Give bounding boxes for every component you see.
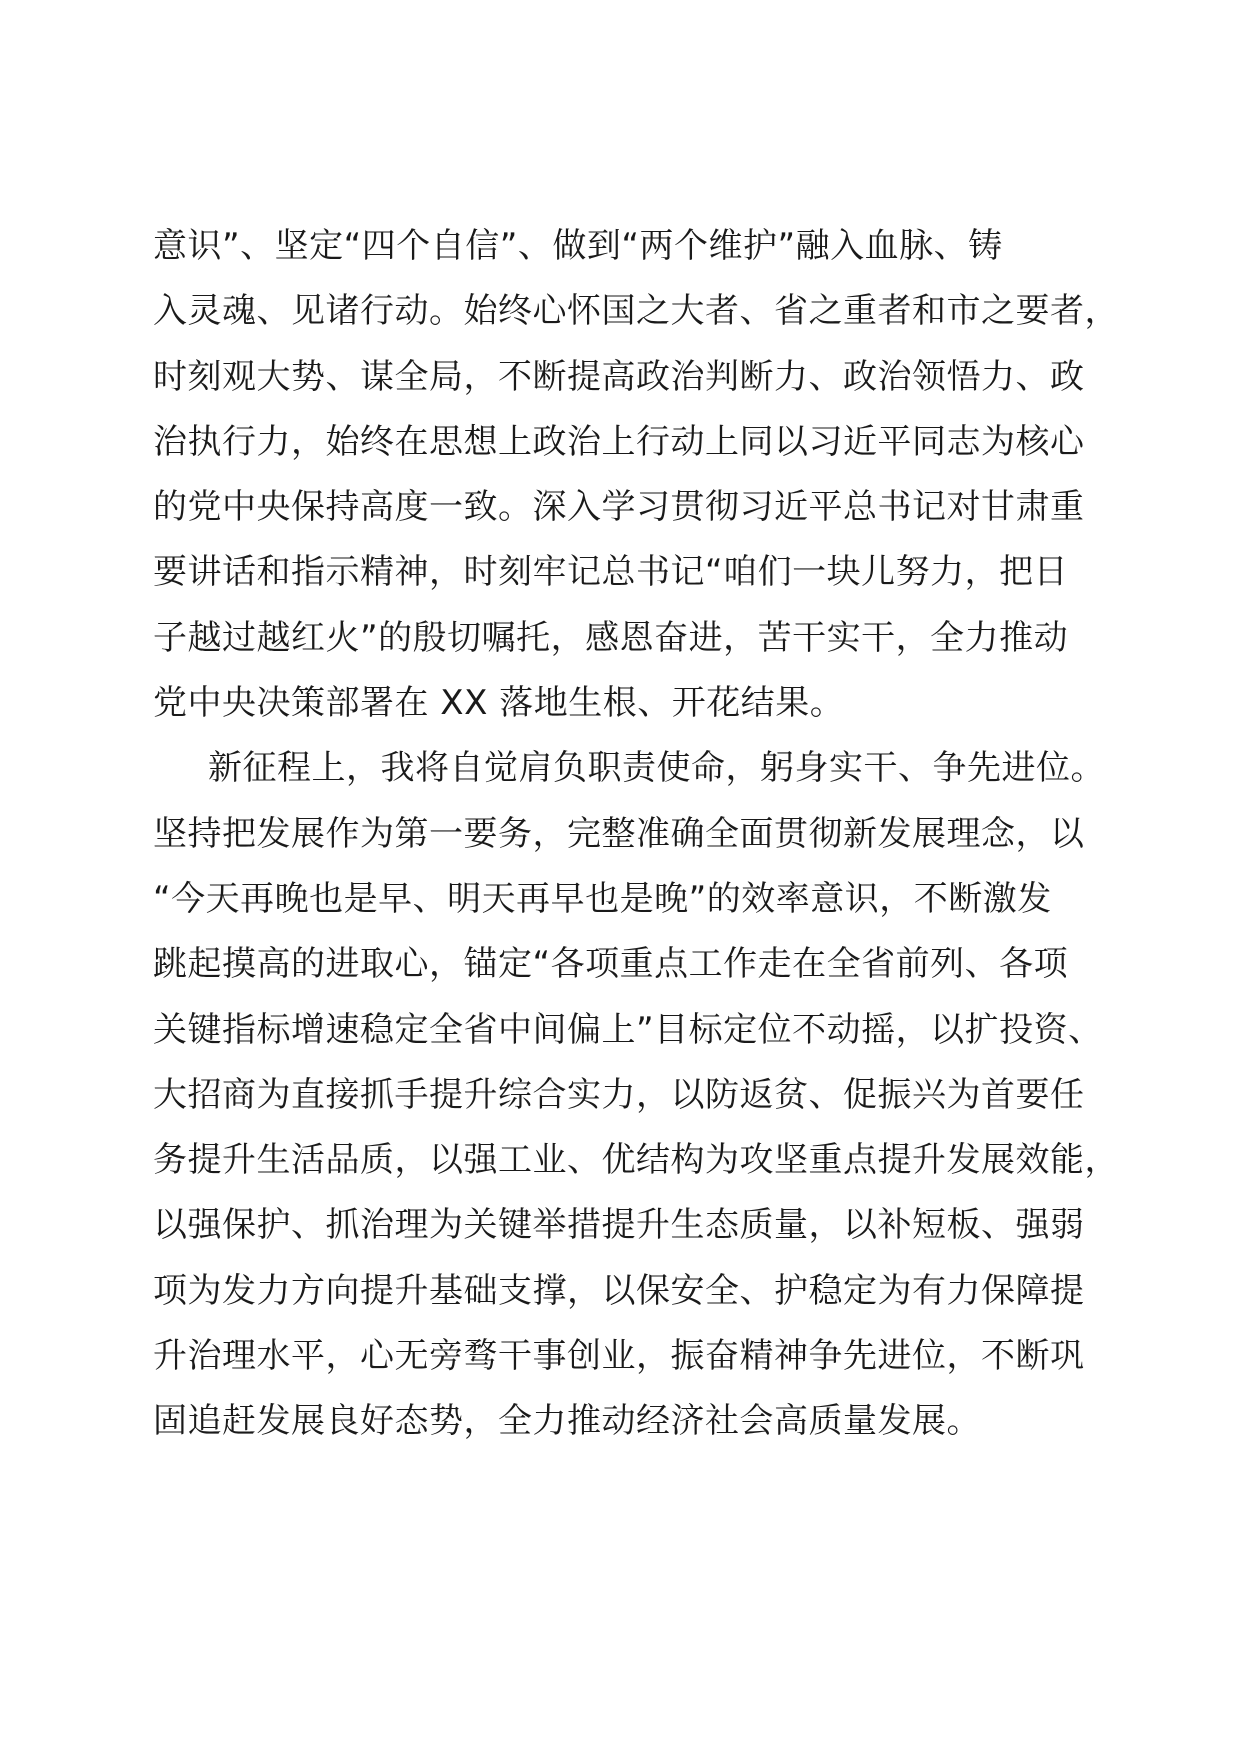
text-line: 意识”、坚定“四个自信”、做到“两个维护”融入血脉、铸: [153, 226, 1003, 266]
paragraph-2: [153, 736, 1119, 1454]
text-line: 升治理水平，心无旁骛干事创业，振奋精神争先进位，不断巩: [153, 1336, 1085, 1377]
text-line: 以强保护、抓治理为关键举措提升生态质量，以补短板、强弱: [153, 1205, 1085, 1246]
paragraph-1: [153, 214, 1119, 736]
text-line: 要讲话和指示精神，时刻牢记总书记“咱们一块儿努力，把日: [153, 552, 1069, 593]
text-line: 党中央决策部署在 XX 落地生根、开花结果。: [153, 683, 845, 724]
text-line: 的党中央保持高度一致。深入学习贯彻习近平总书记对甘肃重: [153, 487, 1085, 528]
text-line: 入灵魂、见诸行动。始终心怀国之大者、省之重者和市之要者，: [153, 291, 1119, 332]
text-line: 治执行力，始终在思想上政治上行动上同以习近平同志为核心: [153, 421, 1085, 462]
text-line: 跳起摸高的进取心，锚定“各项重点工作走在全省前列、各项: [153, 944, 1069, 985]
text-line: “今天再晚也是早、明天再早也是晚”的效率意识，不断激发: [153, 878, 1052, 919]
text-line: 务提升生活品质，以强工业、优结构为攻坚重点提升发展效能，: [153, 1140, 1119, 1181]
text-line: 坚持把发展作为第一要务，完整准确全面贯彻新发展理念，以: [153, 813, 1085, 854]
text-line: 关键指标增速稳定全省中间偏上”目标定位不动摇，以扩投资、: [153, 1009, 1103, 1050]
text-line: 项为发力方向提升基础支撑，以保安全、护稳定为有力保障提: [153, 1270, 1085, 1311]
text-line: 固追赶发展良好态势，全力推动经济社会高质量发展。: [153, 1401, 981, 1442]
text-line: 时刻观大势、谋全局，不断提高政治判断力、政治领悟力、政: [153, 356, 1085, 397]
text-line-first: 新征程上，我将自觉肩负职责使命，躬身实干、争先进位。: [208, 748, 1105, 789]
document-body: [153, 214, 1119, 1455]
text-line: 子越过越红火”的殷切嘱托，感恩奋进，苦干实干，全力推动: [153, 617, 1069, 658]
text-line: 大招商为直接抓手提升综合实力，以防返贫、促振兴为首要任: [153, 1074, 1085, 1115]
